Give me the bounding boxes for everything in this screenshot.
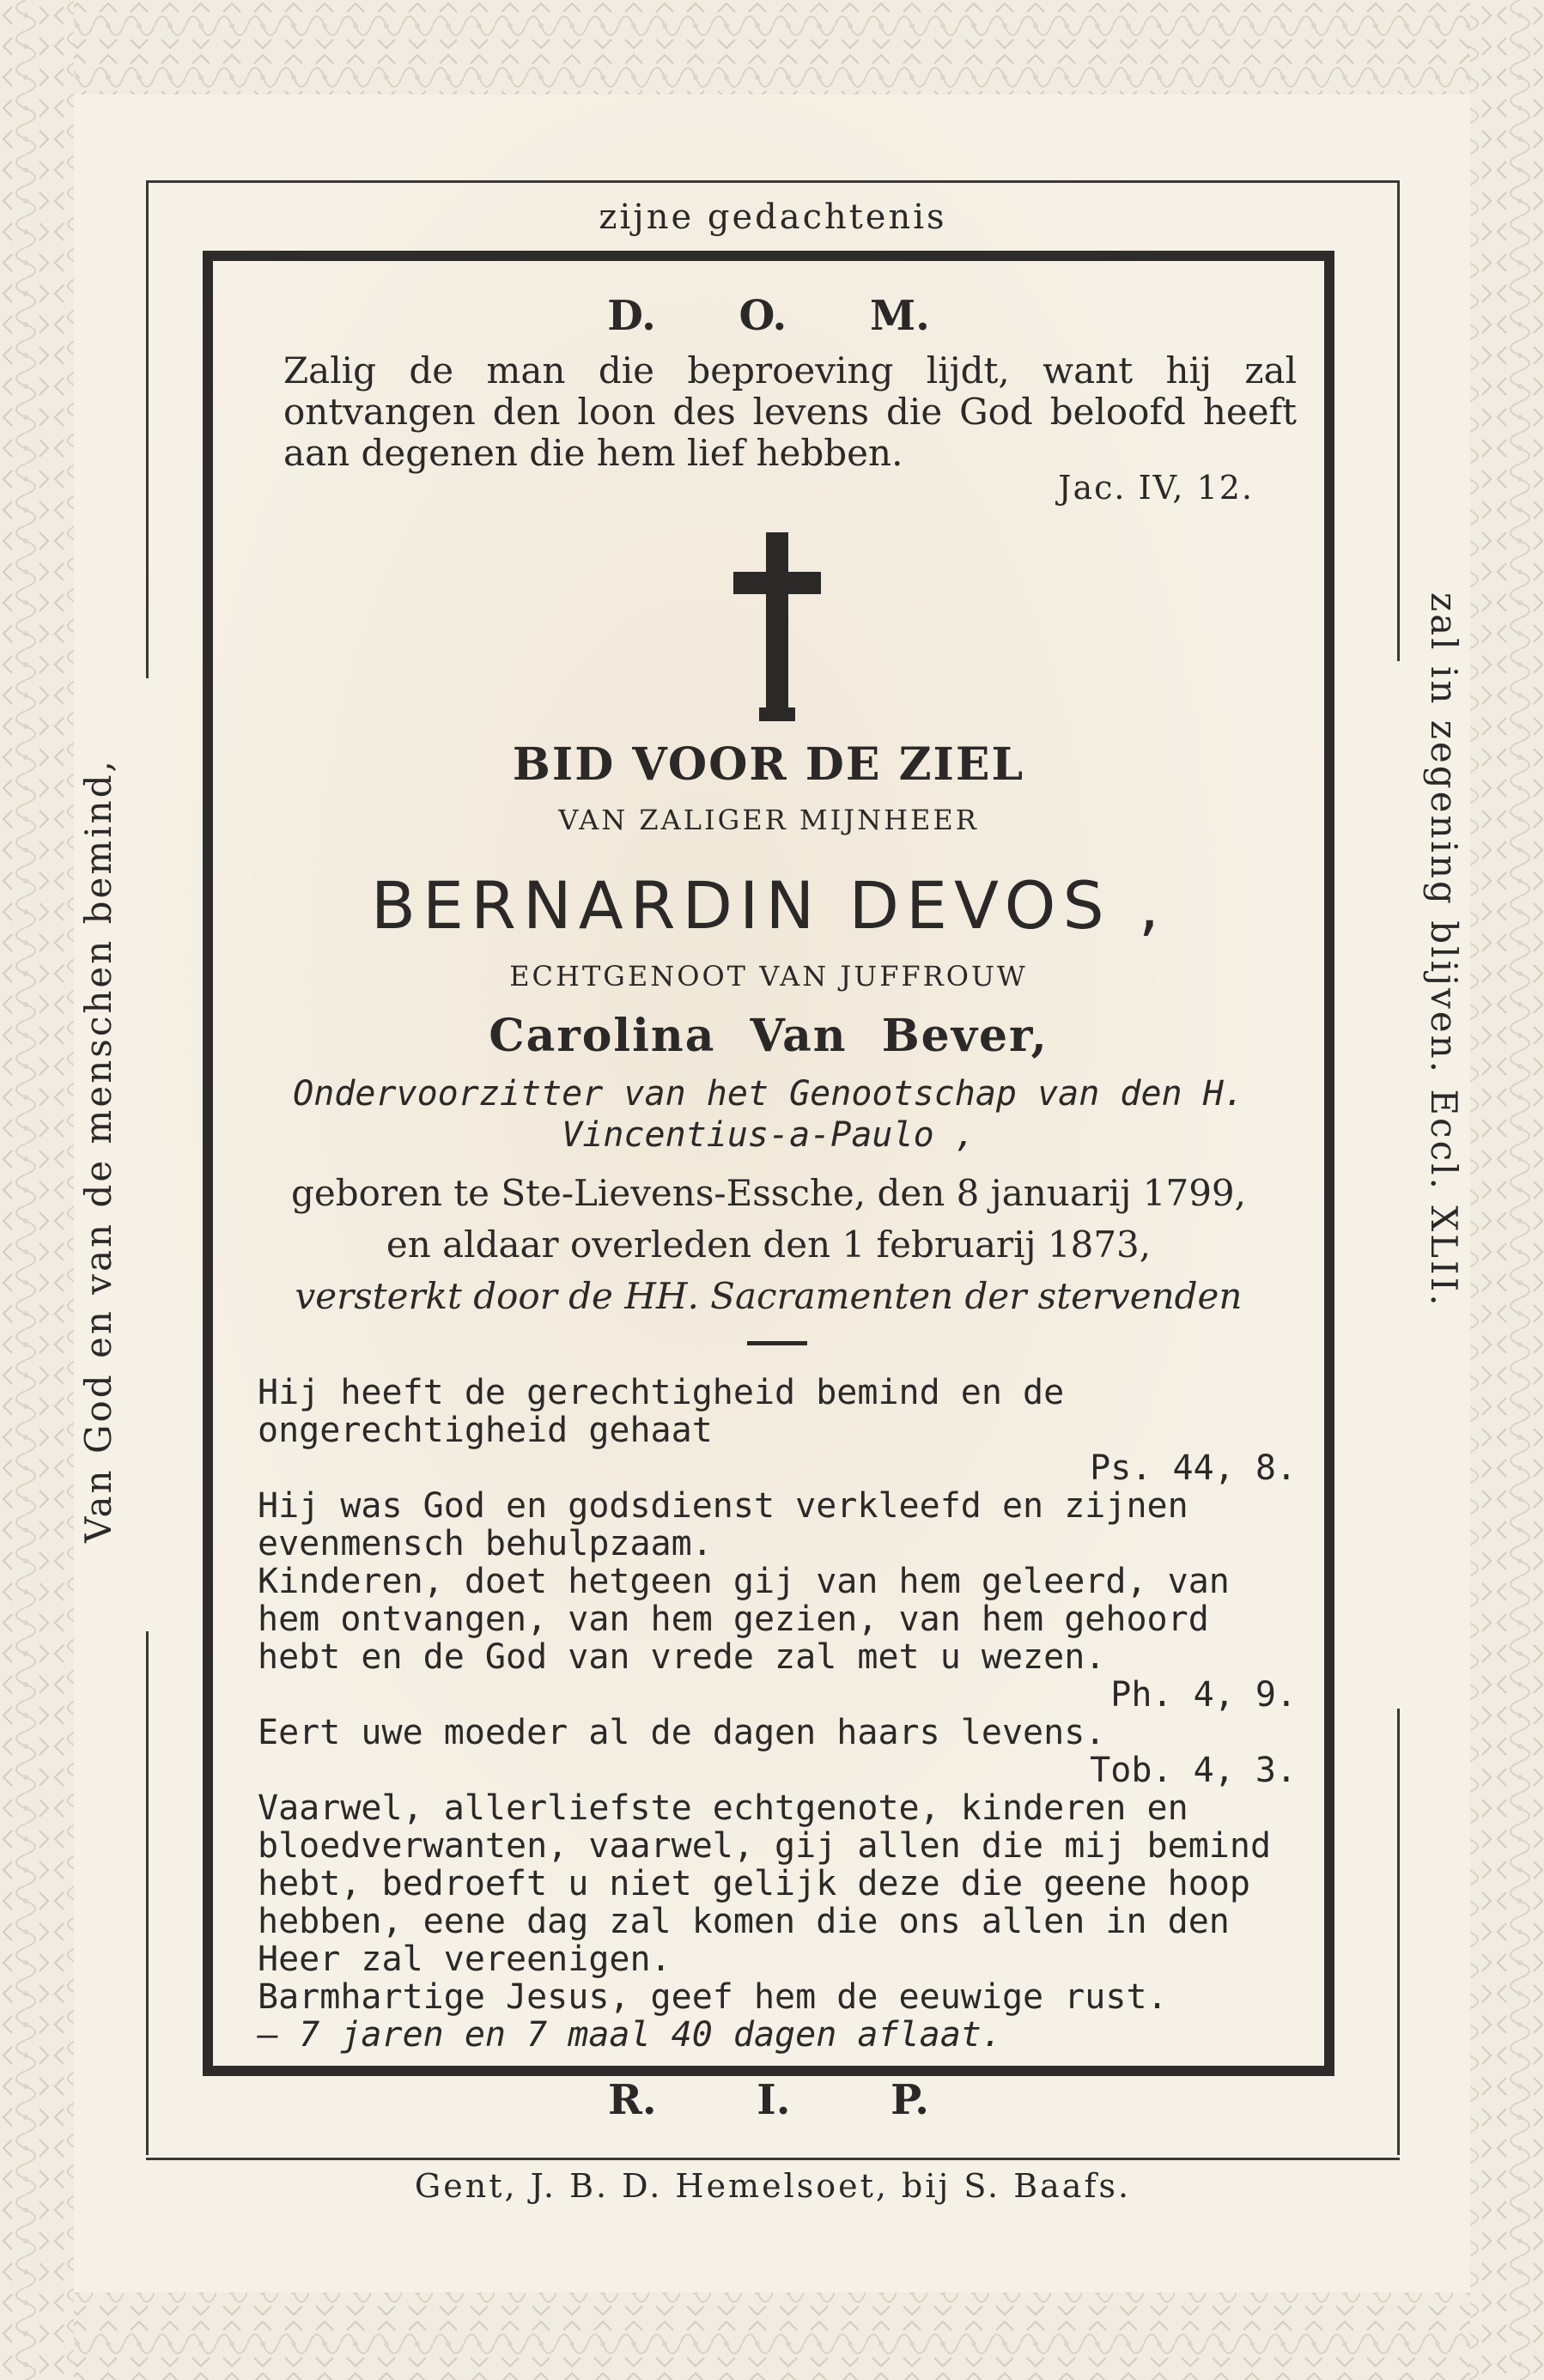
scripture-verse: Zalig de man die beproeving lijdt, want hij zal ontvangen den loon des levens die God beloofd heeft aan degenen die hem lief hebben. bbox=[283, 349, 1297, 474]
side-text-right: zal in zegening blijven. Eccl. XLII. bbox=[1423, 592, 1465, 1308]
death-line: en aldaar overleden den 1 februarij 1873, bbox=[386, 1223, 1152, 1266]
dom-heading: D. O. M. bbox=[607, 292, 930, 340]
birth-line: geboren te Ste-Lievens-Essche, den 8 januarij 1799, bbox=[290, 1172, 1246, 1214]
latin-cross-icon bbox=[733, 532, 821, 721]
paragraph-5: Vaarwel, allerliefste echtgenote, kinderen en bloedverwanten, vaarwel, gij allen die mij bemind hebt, bedroeft u niet gelijk deze die geene hoop hebben, eene dag zal komen die ons allen in den Heer zal vereenigen. bbox=[258, 1788, 1272, 1979]
paragraph-1: Hij heeft de gerechtigheid bemind en de ongerechtigheid gehaat bbox=[258, 1373, 1065, 1450]
outer-frame-right-upper bbox=[1397, 180, 1400, 661]
deceased-name: BERNARDIN DEVOS , bbox=[370, 867, 1167, 944]
outer-frame-left-upper bbox=[146, 180, 149, 678]
biography bbox=[215, 1168, 1322, 1322]
paragraph-4: Eert uwe moeder al de dagen haars levens. bbox=[258, 1713, 1106, 1752]
paragraph-3-reference: Ph. 4, 9. bbox=[1110, 1675, 1297, 1715]
top-caption: zijne gedachtenis bbox=[599, 197, 947, 237]
memorial-text bbox=[258, 1374, 1297, 2054]
outer-frame-left-lower bbox=[146, 1631, 149, 2155]
printer-imprint: Gent, J. B. D. Hemelsoet, bij S. Baafs. bbox=[414, 2167, 1132, 2205]
paragraph-6: Barmhartige Jesus, geef hem de eeuwige rust. bbox=[258, 1977, 1168, 2017]
outer-frame-right-lower bbox=[1397, 1709, 1400, 2155]
spouse-line: ECHTGENOOT VAN JUFFROUW bbox=[509, 960, 1028, 993]
paragraph-4-reference: Tob. 4, 3. bbox=[1090, 1751, 1297, 1790]
sacraments-line: versterkt door de HH. Sacramenten der stervenden bbox=[295, 1275, 1243, 1317]
indulgence-line: — 7 jaren en 7 maal 40 dagen aflaat. bbox=[258, 2015, 1002, 2055]
divider-dash bbox=[747, 1341, 807, 1345]
rip-footer: R. I. P. bbox=[607, 2076, 930, 2124]
prayer-heading: BID VOOR DE ZIEL bbox=[512, 738, 1025, 791]
spouse-name: Carolina Van Bever, bbox=[489, 1010, 1049, 1062]
role-description: Ondervoorzitter van het Genootschap van den H. Vincentius-a-Paulo , bbox=[293, 1074, 1244, 1155]
paragraph-2: Hij was God en godsdienst verkleefd en zijnen evenmensch behulpzaam. bbox=[258, 1486, 1188, 1563]
scripture-reference: Jac. IV, 12. bbox=[1058, 469, 1254, 507]
subheading: VAN ZALIGER MIJNHEER bbox=[558, 804, 979, 836]
paragraph-1-reference: Ps. 44, 8. bbox=[1090, 1448, 1297, 1488]
side-text-left: Van God en van de menschen bemind, bbox=[77, 758, 119, 1543]
paragraph-3: Kinderen, doet hetgeen gij van hem geleerd, van hem ontvangen, van hem gezien, van hem gehoord hebt en de God van vrede zal met u wezen. bbox=[258, 1562, 1230, 1677]
